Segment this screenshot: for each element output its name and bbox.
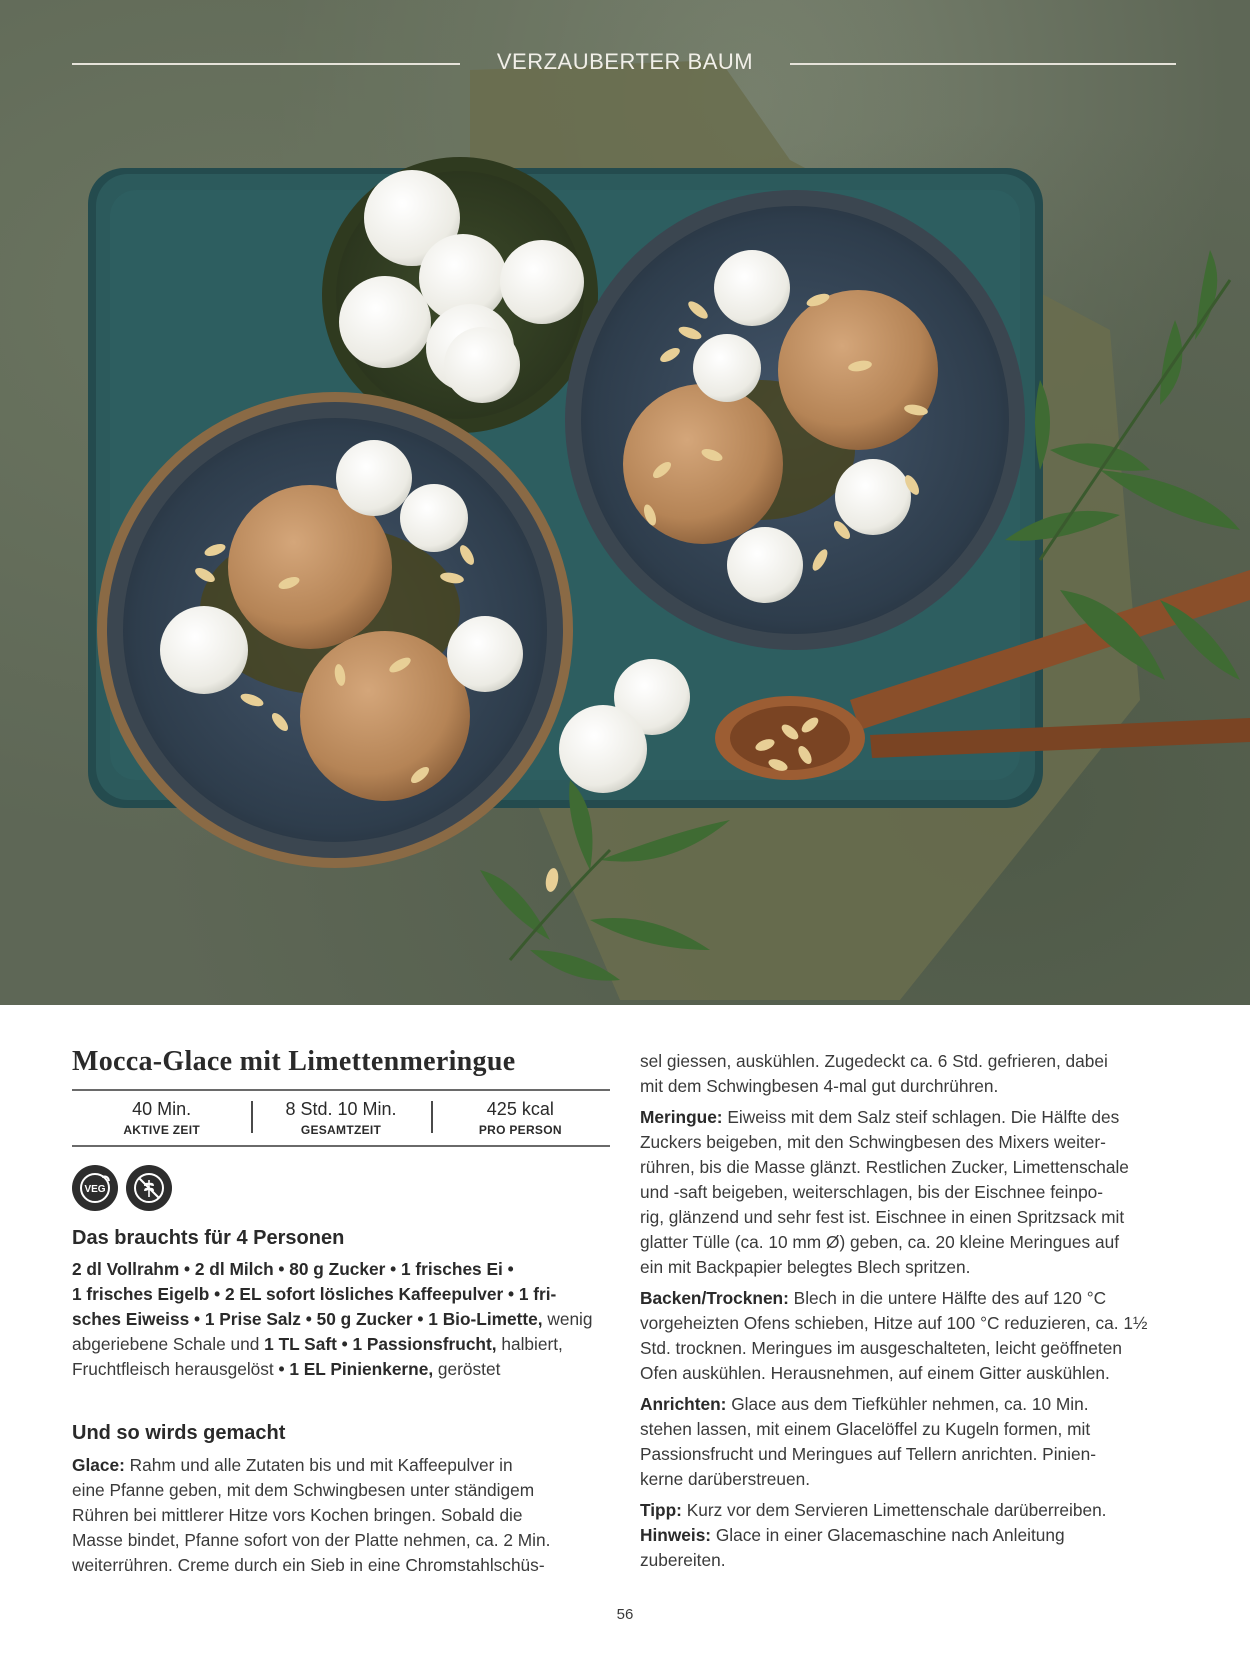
ingredient-line: 1 frisches Eigelb • 2 EL sofort lösliches Kaffeepulver • 1 fri- (72, 1284, 557, 1304)
tip-and-note: Tipp: Kurz vor dem Servieren Limettenschale darüberreiben. Hinweis: Glace in einer Glacemaschine nach Anleitung zubereiten. (640, 1500, 1107, 1570)
step-backen: Backen/Trocknen: Blech in die untere Hälfte des auf 120 °C vorgeheizten Ofens schieben, Hitze auf 100 °C reduzieren, ca. 1½ Std. trocknen. Meringues im ausgeschalteten, leicht geöffneten Ofen auskühlen. Herausnehmen, auf einem Gitter auskühlen. (640, 1288, 1148, 1383)
recipe-title: Mocca-Glace mit Limettenmeringue (72, 1046, 516, 1077)
tip-label: Tipp: (640, 1500, 682, 1520)
ingredients-list (72, 1257, 612, 1382)
ingredient-line: 2 dl Vollrahm • 2 dl Milch • 80 g Zucker • 1 frisches Ei • (72, 1259, 514, 1279)
ingredient-line: sches Eiweiss • 1 Prise Salz • 50 g Zucker • 1 Bio-Limette, wenig (72, 1309, 593, 1329)
veg-badge-label: VEG (84, 1184, 106, 1195)
note-label: Hinweis: (640, 1525, 712, 1545)
meringue-bowl (322, 157, 598, 433)
header-rule-left (72, 63, 460, 65)
step-glace-continued: sel giessen, auskühlen. Zugedeckt ca. 6 Std. gefrieren, dabei mit dem Schwingbesen 4-mal gut durchrühren. (640, 1051, 1108, 1096)
method-column-right (640, 1049, 1150, 1579)
step-meringue: Meringue: Eiweiss mit dem Salz steif schlagen. Die Hälfte des Zuckers beigeben, mit den Schwingbesen des Mixers weiter- rühren, bis die Masse glänzt. Restlichen Zucker, Limettenschale und -saft beigeben, weiterschlagen, bis der Eischnee feinpo- rig, glänzend und sehr fest ist. Eischnee in einen Spritzsack mit glatter Tülle (ca. 10 mm Ø) geben, ca. 20 kleine Meringues auf ein mit Backpapier belegtes Blech spritzen. (640, 1107, 1129, 1277)
vegetarian-icon (72, 1165, 118, 1211)
ingredient-line: abgeriebene Schale und 1 TL Saft • 1 Passionsfrucht, halbiert, (72, 1334, 563, 1354)
ingredients-heading: Das brauchts für 4 Personen (72, 1227, 345, 1249)
stat-total-time (251, 1091, 430, 1145)
section-title: VERZAUBERTER BAUM (496, 49, 754, 74)
stat-value: 425 kcal (486, 1099, 554, 1119)
method-glace: Glace: Rahm und alle Zutaten bis und mit Kaffeepulver in eine Pfanne geben, mit dem Schwingbesen unter ständigem Rühren bei mittlerer Hitze vors Kochen bringen. Sobald die Masse bindet, Pfanne sofort von der Platte nehmen, ca. 2 Min. weiterrühren. Creme durch ein Sieb in eine Chromstahlschüs- (72, 1455, 551, 1575)
stats-rule-bottom (72, 1145, 610, 1147)
method-heading: Und so wirds gemacht (72, 1422, 286, 1444)
stat-active-time (72, 1091, 251, 1145)
ingredient-line: Fruchtfleisch herausgelöst • 1 EL Pinienkerne, geröstet (72, 1359, 501, 1379)
stat-label: PRO PERSON (478, 1123, 562, 1137)
diet-badges (72, 1165, 172, 1211)
page-number: 56 (616, 1606, 634, 1623)
step-label: Backen/Trocknen: (640, 1288, 789, 1308)
header-rule-right (790, 63, 1176, 65)
stat-calories (431, 1091, 610, 1145)
stat-value: 40 Min. (132, 1099, 192, 1119)
stat-label: GESAMTZEIT (300, 1123, 382, 1137)
recipe-stats (72, 1091, 610, 1145)
bowl-left (97, 392, 573, 868)
step-label: Anrichten: (640, 1394, 727, 1414)
stat-label: AKTIVE ZEIT (123, 1123, 200, 1137)
gluten-free-icon (126, 1165, 172, 1211)
step-label: Glace: (72, 1455, 125, 1475)
step-anrichten: Anrichten: Glace aus dem Tiefkühler nehmen, ca. 10 Min. stehen lassen, mit einem Glacelöffel zu Kugeln formen, mit Passionsfrucht und Meringues auf Tellern anrichten. Pinien- kerne darüberstreuen. (640, 1394, 1096, 1489)
bowl-right (565, 190, 1025, 650)
step-label: Meringue: (640, 1107, 723, 1127)
stat-value: 8 Std. 10 Min. (285, 1099, 397, 1119)
